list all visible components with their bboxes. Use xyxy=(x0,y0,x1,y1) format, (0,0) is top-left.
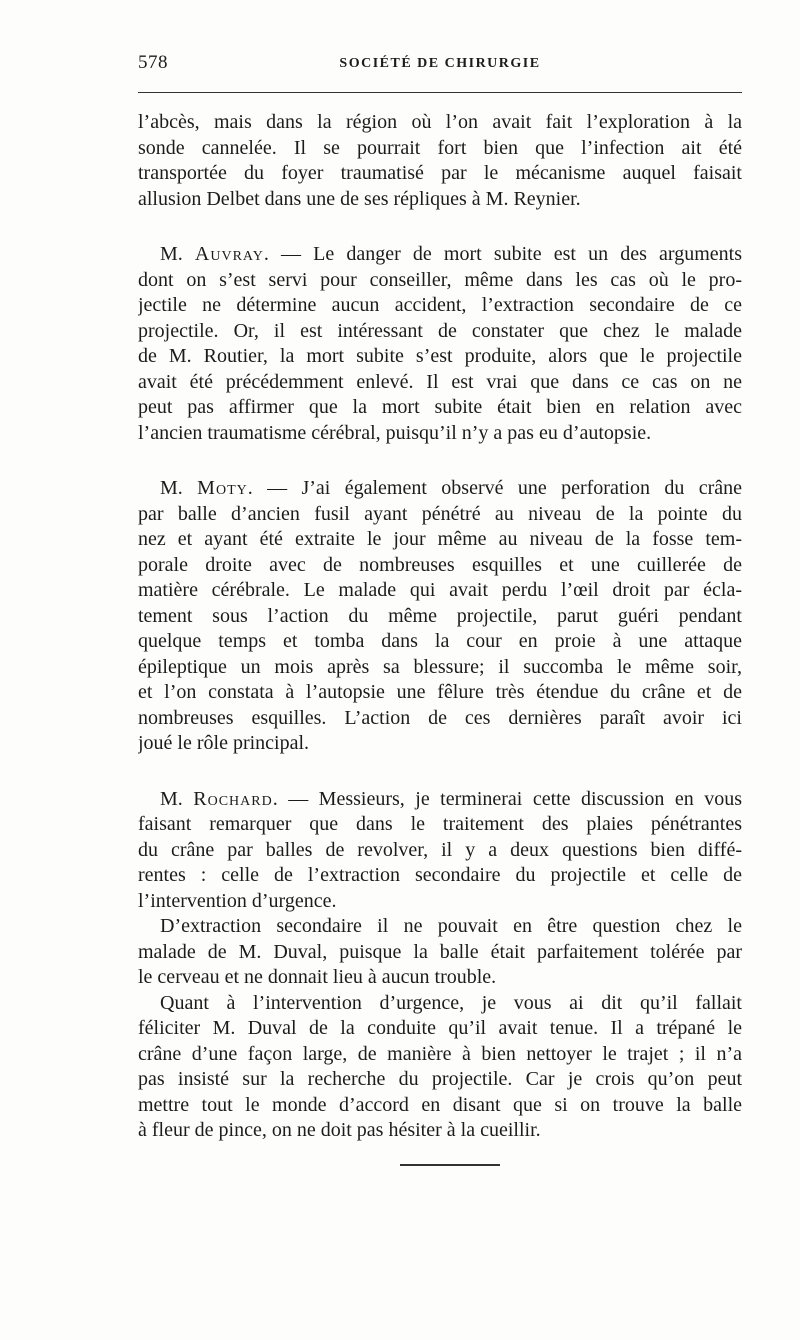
text-line: matière cérébrale. Le malade qui avait perdu l’œil droit par écla- xyxy=(138,579,742,601)
text-line: et l’on constata à l’autopsie une fêlure très étendue du crâne et de xyxy=(138,681,742,703)
text-line: par balle d’ancien fusil ayant pénétré au niveau de la pointe du xyxy=(138,502,742,525)
paragraph-extraction xyxy=(138,914,742,991)
speaker-prefix: M. xyxy=(160,787,194,810)
speech-opening: . — J’ai également observé une perforation du crâne xyxy=(247,477,742,499)
text-line: l’ancien traumatisme cérébral, puisqu’il n’y a pas eu d’autopsie. xyxy=(138,421,652,444)
text-line xyxy=(138,476,742,502)
text-line: quelque temps et tomba dans la cour en proie à une attaque xyxy=(138,630,742,652)
end-rule xyxy=(400,1164,500,1166)
speaker-name: Moty xyxy=(197,477,248,499)
paragraph-moty xyxy=(138,476,742,757)
header-rule xyxy=(138,92,742,93)
text-line: dont on s’est servi pour conseiller, même dans les cas où le pro- xyxy=(138,268,742,291)
text-line: le cerveau et ne donnait lieu à aucun trouble. xyxy=(138,966,497,988)
text-line: malade de M. Duval, puisque la balle était parfaitement tolérée par xyxy=(138,940,742,963)
text-line: peut pas affirmer que la mort subite était bien en relation avec xyxy=(138,396,742,418)
text-line: sonde cannelée. Il se pourrait fort bien que l’infection ait été xyxy=(138,136,742,159)
text-line: projectile. Or, il est intéressant de constater que chez le malade xyxy=(138,319,742,342)
paragraph-gap xyxy=(138,446,742,476)
speaker-name: Rochard xyxy=(193,787,273,810)
text-line: nez et ayant été extraite le jour même au niveau de la fosse tem- xyxy=(138,528,742,550)
text-line: avait été précédemment enlevé. Il est vrai que dans ce cas on ne xyxy=(138,370,742,393)
text-line: à fleur de pince, on ne doit pas hésiter à la cueillir. xyxy=(138,1119,541,1141)
paragraph-gap xyxy=(138,212,742,242)
text-line xyxy=(138,787,742,813)
text-line: nombreuses esquilles. L’action de ces dernières paraît avoir ici xyxy=(138,706,742,729)
text-line: crâne d’une façon large, de manière à bien nettoyer le trajet ; il n’a xyxy=(138,1042,742,1065)
paragraph-continuation xyxy=(138,110,742,212)
paragraph-rochard xyxy=(138,787,742,915)
text-line: tement sous l’action du même projectile, parut guéri pendant xyxy=(138,604,742,627)
text-line: rentes : celle de l’extraction secondaire du projectile et celle de xyxy=(138,864,742,886)
text-line: l’intervention d’urgence. xyxy=(138,889,337,912)
text-line: l’abcès, mais dans la région où l’on avait fait l’exploration à la xyxy=(138,111,742,133)
text-line: D’extraction secondaire il ne pouvait en être question chez le xyxy=(160,915,742,937)
text-line: du crâne par balles de revolver, il y a deux questions bien diffé- xyxy=(138,838,742,861)
text-line: faisant remarquer que dans le traitement des plaies pénétrantes xyxy=(138,813,742,835)
speaker-prefix: M. xyxy=(160,477,198,499)
text-line: allusion Delbet dans une de ses répliques à M. Reynier. xyxy=(138,187,581,210)
text-line: épileptique un mois après sa blessure; il succomba le même soir, xyxy=(138,655,742,678)
page-number: 578 xyxy=(138,52,168,73)
text-line: Quant à l’intervention d’urgence, je vous ai dit qu’il fallait xyxy=(160,991,742,1014)
text-line: féliciter M. Duval de la conduite qu’il avait tenue. Il a trépané le xyxy=(138,1017,742,1039)
text-line: joué le rôle principal. xyxy=(138,732,310,754)
speech-opening: . — Le danger de mort subite est un des arguments xyxy=(263,243,742,265)
text-line: transportée du foyer traumatisé par le mécanisme auquel faisait xyxy=(138,162,742,184)
page-header xyxy=(138,52,742,80)
paragraph-gap xyxy=(138,757,742,787)
text-line xyxy=(138,242,742,268)
text-line: pas insisté sur la recherche du projectile. Car je crois qu’on peut xyxy=(138,1068,742,1090)
page-body xyxy=(138,110,742,1144)
text-line: de M. Routier, la mort subite s’est produite, alors que le projectile xyxy=(138,345,742,367)
speaker-name: Auvray xyxy=(194,243,264,265)
speaker-prefix: M. xyxy=(160,243,195,265)
text-line: porale droite avec de nombreuses esquilles et une cuillerée de xyxy=(138,553,742,576)
text-line: mettre tout le monde d’accord en disant que si on trouve la balle xyxy=(138,1093,742,1116)
running-head: SOCIÉTÉ DE CHIRURGIE xyxy=(339,56,541,71)
text-line: jectile ne détermine aucun accident, l’extraction secondaire de ce xyxy=(138,294,742,316)
paragraph-auvray xyxy=(138,242,742,446)
speech-opening: . — Messieurs, je terminerai cette discussion en vous xyxy=(272,787,742,810)
paragraph-intervention xyxy=(138,991,742,1144)
